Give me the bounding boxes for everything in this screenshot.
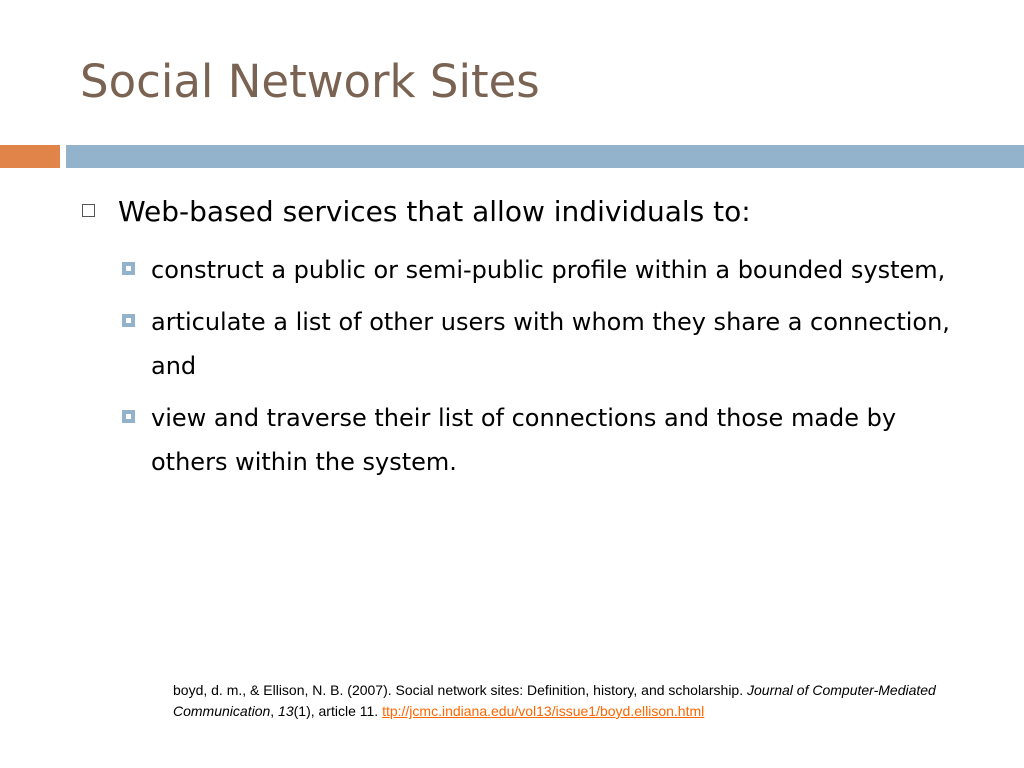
citation-volume: 13 [278,703,294,719]
slide-title: Social Network Sites [80,55,540,108]
accent-bar-blue [66,145,1024,168]
citation-issue: (1), article 11. [293,703,383,719]
citation [173,680,993,722]
sub-bullet-item [121,300,951,388]
sub-bullet-text: view and traverse their list of connections and those made by others within the system. [151,404,897,476]
bullet-level1-text: Web-based services that allow individuals to: [118,195,751,228]
bullet-level1 [82,190,982,234]
sub-bullet-text: articulate a list of other users with whom they share a connection, and [151,308,950,380]
filled-square-icon [122,314,135,327]
sub-bullet-item [121,396,951,484]
filled-square-icon [122,410,135,423]
citation-link[interactable]: ttp://jcmc.indiana.edu/vol13/issue1/boyd.ellison.html [382,703,705,719]
accent-bar-orange [0,145,60,168]
citation-journal: Journal of Computer-Mediated Communication [173,682,936,719]
sub-bullet-item [121,248,951,292]
sub-bullet-text: construct a public or semi-public profile within a bounded system, [151,256,946,284]
filled-square-icon [122,262,135,275]
citation-comma: , [270,703,279,719]
citation-authors: boyd, d. m., & Ellison, N. B. (2007). Social network sites: Definition, history, and scholarship. [173,682,747,698]
hollow-square-icon [82,204,95,217]
sub-bullet-list [121,248,951,492]
